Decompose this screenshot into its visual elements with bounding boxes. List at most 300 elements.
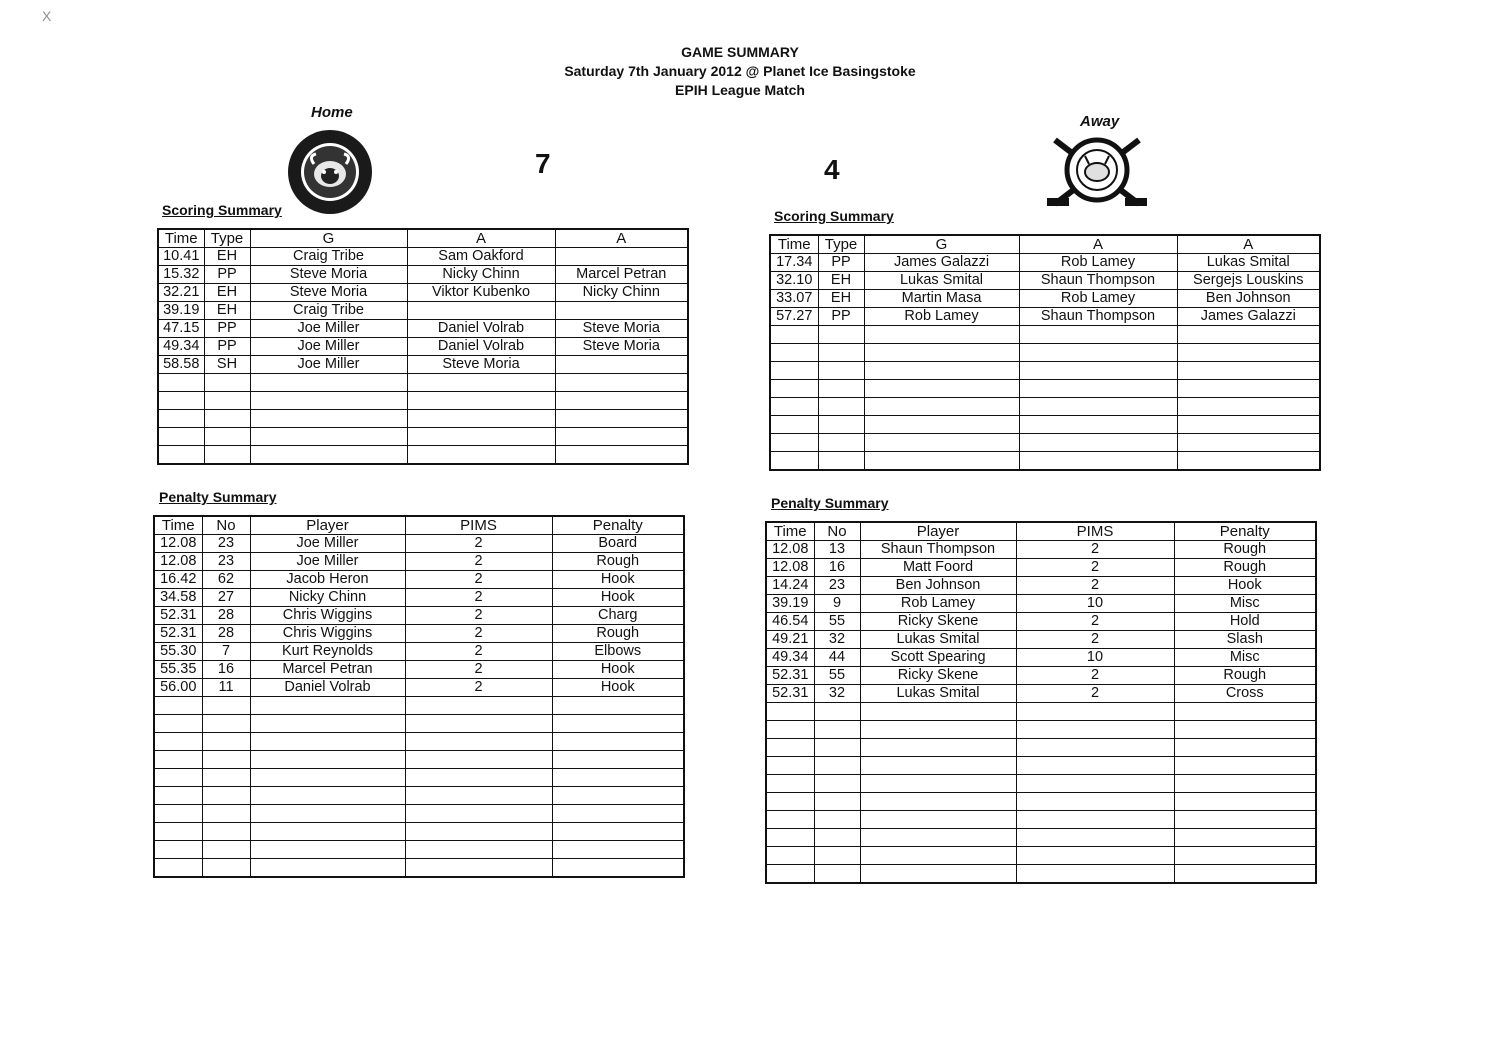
table-cell	[864, 452, 1019, 471]
table-cell	[250, 787, 405, 805]
table-cell	[204, 446, 250, 465]
table-cell: 2	[405, 535, 552, 553]
table-cell	[818, 380, 864, 398]
table-row	[766, 559, 1316, 577]
table-cell: 2	[1016, 559, 1174, 577]
table-row	[158, 356, 688, 374]
table-row	[770, 254, 1320, 272]
table-cell	[1177, 344, 1320, 362]
table-cell: 2	[405, 589, 552, 607]
table-row	[158, 266, 688, 284]
table-row	[154, 535, 684, 553]
empty-row	[154, 841, 684, 859]
table-cell: 2	[1016, 685, 1174, 703]
table-cell	[250, 446, 407, 465]
date-venue: Saturday 7th January 2012 @ Planet Ice Basingstoke	[564, 63, 916, 79]
table-cell	[766, 721, 814, 739]
table-cell: Lukas Smital	[864, 272, 1019, 290]
table-cell	[250, 428, 407, 446]
home-score: 7	[535, 148, 551, 179]
table-cell: Shaun Thompson	[1019, 272, 1177, 290]
empty-row	[154, 823, 684, 841]
table-cell	[1174, 847, 1316, 865]
table-cell: Charg	[552, 607, 684, 625]
table-cell	[202, 697, 250, 715]
table-cell: 32.10	[770, 272, 818, 290]
table-cell	[202, 733, 250, 751]
empty-row	[766, 847, 1316, 865]
away-logo	[1045, 134, 1149, 210]
table-cell	[407, 374, 555, 392]
table-cell	[1016, 847, 1174, 865]
table-cell: 58.58	[158, 356, 204, 374]
home-scoring-title: Scoring Summary	[162, 202, 282, 218]
page-title: GAME SUMMARY	[681, 44, 799, 60]
table-cell	[250, 410, 407, 428]
column-header: Time	[770, 235, 818, 254]
table-cell: 33.07	[770, 290, 818, 308]
table-cell: Rob Lamey	[864, 308, 1019, 326]
table-cell: Steve Moria	[250, 284, 407, 302]
table-cell	[1177, 380, 1320, 398]
table-cell	[555, 356, 688, 374]
table-cell: 16	[202, 661, 250, 679]
table-cell: Joe Miller	[250, 338, 407, 356]
table-cell: Rough	[1174, 559, 1316, 577]
table-cell: Joe Miller	[250, 320, 407, 338]
table-cell: PP	[818, 254, 864, 272]
table-cell	[154, 823, 202, 841]
empty-row	[154, 859, 684, 878]
table-cell	[552, 715, 684, 733]
table-cell	[204, 374, 250, 392]
table-cell: 62	[202, 571, 250, 589]
table-cell	[204, 410, 250, 428]
empty-row	[766, 757, 1316, 775]
game-header	[0, 43, 1480, 100]
table-cell	[860, 847, 1016, 865]
empty-row	[770, 326, 1320, 344]
table-cell	[814, 721, 860, 739]
table-cell	[860, 703, 1016, 721]
table-cell: Steve Moria	[555, 320, 688, 338]
table-cell	[860, 775, 1016, 793]
table-cell: Board	[552, 535, 684, 553]
table-cell: 2	[405, 553, 552, 571]
table-cell	[818, 398, 864, 416]
table-cell	[250, 374, 407, 392]
table-cell: Nicky Chinn	[555, 284, 688, 302]
table-cell: Hook	[552, 589, 684, 607]
table-cell: Rob Lamey	[1019, 290, 1177, 308]
away-scoring-table	[769, 234, 1321, 471]
empty-row	[766, 739, 1316, 757]
table-cell	[860, 829, 1016, 847]
table-cell: Hook	[552, 679, 684, 697]
table-cell: 46.54	[766, 613, 814, 631]
table-cell	[766, 811, 814, 829]
table-cell: 15.32	[158, 266, 204, 284]
empty-row	[770, 380, 1320, 398]
column-header: No	[814, 522, 860, 541]
table-row	[154, 571, 684, 589]
table-cell: 52.31	[766, 685, 814, 703]
table-row	[766, 595, 1316, 613]
table-cell	[1019, 416, 1177, 434]
column-header: Type	[818, 235, 864, 254]
table-cell	[202, 715, 250, 733]
table-cell: Marcel Petran	[250, 661, 405, 679]
empty-row	[158, 428, 688, 446]
empty-row	[154, 787, 684, 805]
table-cell	[154, 805, 202, 823]
table-cell	[1019, 434, 1177, 452]
table-cell: James Galazzi	[1177, 308, 1320, 326]
table-cell	[860, 793, 1016, 811]
empty-row	[154, 733, 684, 751]
table-row	[154, 661, 684, 679]
table-cell: 55	[814, 667, 860, 685]
table-cell: 16.42	[154, 571, 202, 589]
table-cell: Steve Moria	[555, 338, 688, 356]
away-penalty-title: Penalty Summary	[771, 495, 889, 511]
table-cell: 39.19	[158, 302, 204, 320]
table-cell	[1019, 362, 1177, 380]
table-cell	[552, 841, 684, 859]
table-cell	[864, 380, 1019, 398]
away-penalty-table	[765, 521, 1317, 884]
column-header: No	[202, 516, 250, 535]
table-row	[158, 320, 688, 338]
empty-row	[766, 829, 1316, 847]
table-cell	[1174, 703, 1316, 721]
table-cell: Shaun Thompson	[1019, 308, 1177, 326]
table-cell: 10.41	[158, 248, 204, 266]
table-cell	[405, 859, 552, 878]
table-cell: 7	[202, 643, 250, 661]
table-cell	[1174, 865, 1316, 884]
table-cell	[770, 398, 818, 416]
table-cell: 12.08	[154, 535, 202, 553]
table-cell: 49.34	[766, 649, 814, 667]
table-cell	[770, 416, 818, 434]
table-cell: Rough	[552, 553, 684, 571]
table-cell	[1177, 362, 1320, 380]
table-cell	[202, 841, 250, 859]
table-cell	[818, 362, 864, 380]
table-cell: 55.35	[154, 661, 202, 679]
table-cell: PP	[818, 308, 864, 326]
table-cell	[407, 302, 555, 320]
table-cell: 16	[814, 559, 860, 577]
table-cell: Slash	[1174, 631, 1316, 649]
table-row	[766, 631, 1316, 649]
table-cell: Viktor Kubenko	[407, 284, 555, 302]
empty-row	[770, 452, 1320, 471]
table-cell	[864, 416, 1019, 434]
table-cell: Daniel Volrab	[407, 338, 555, 356]
header-row	[158, 229, 688, 248]
column-header: Time	[154, 516, 202, 535]
column-header: Time	[766, 522, 814, 541]
table-cell: 23	[202, 535, 250, 553]
table-cell	[1177, 326, 1320, 344]
table-cell	[552, 823, 684, 841]
table-cell	[1174, 775, 1316, 793]
table-cell: 23	[202, 553, 250, 571]
table-cell	[814, 829, 860, 847]
table-cell	[1177, 398, 1320, 416]
column-header: A	[1177, 235, 1320, 254]
table-cell	[250, 715, 405, 733]
column-header: Type	[204, 229, 250, 248]
competition: EPIH League Match	[675, 82, 805, 98]
table-cell	[552, 787, 684, 805]
table-cell: 34.58	[154, 589, 202, 607]
table-cell: 28	[202, 607, 250, 625]
table-cell	[405, 805, 552, 823]
table-cell	[770, 452, 818, 471]
column-header: Player	[860, 522, 1016, 541]
table-cell	[405, 769, 552, 787]
column-header: PIMS	[405, 516, 552, 535]
table-cell	[1016, 829, 1174, 847]
table-cell	[158, 446, 204, 465]
table-cell: Rough	[552, 625, 684, 643]
table-cell: Daniel Volrab	[250, 679, 405, 697]
table-cell	[407, 410, 555, 428]
table-cell	[552, 697, 684, 715]
table-cell	[202, 769, 250, 787]
table-cell	[1016, 721, 1174, 739]
table-cell	[1019, 344, 1177, 362]
away-score: 4	[824, 154, 840, 185]
table-row	[154, 625, 684, 643]
table-cell: EH	[204, 284, 250, 302]
table-cell	[766, 865, 814, 884]
column-header: A	[407, 229, 555, 248]
table-cell	[405, 715, 552, 733]
table-cell	[766, 829, 814, 847]
table-cell	[405, 787, 552, 805]
table-cell	[154, 769, 202, 787]
table-cell	[154, 859, 202, 878]
table-cell: Joe Miller	[250, 356, 407, 374]
table-row	[766, 667, 1316, 685]
column-header: Time	[158, 229, 204, 248]
table-cell: 2	[405, 643, 552, 661]
table-cell	[814, 793, 860, 811]
table-cell: Misc	[1174, 595, 1316, 613]
table-row	[158, 338, 688, 356]
table-cell	[860, 811, 1016, 829]
table-cell	[405, 697, 552, 715]
table-row	[766, 577, 1316, 595]
home-penalty-title: Penalty Summary	[159, 489, 277, 505]
table-cell	[814, 757, 860, 775]
table-row	[770, 272, 1320, 290]
table-cell: 2	[1016, 631, 1174, 649]
table-row	[154, 589, 684, 607]
table-cell: 52.31	[766, 667, 814, 685]
header-row	[154, 516, 684, 535]
table-cell	[770, 380, 818, 398]
table-cell	[818, 416, 864, 434]
table-row	[766, 649, 1316, 667]
table-cell: Daniel Volrab	[407, 320, 555, 338]
empty-row	[154, 715, 684, 733]
table-cell	[250, 769, 405, 787]
table-cell: 2	[1016, 613, 1174, 631]
table-cell	[814, 775, 860, 793]
table-cell: EH	[204, 248, 250, 266]
table-cell	[1019, 380, 1177, 398]
table-cell: 10	[1016, 649, 1174, 667]
table-cell: Rough	[1174, 541, 1316, 559]
table-cell: 52.31	[154, 625, 202, 643]
table-cell	[766, 757, 814, 775]
table-cell	[814, 847, 860, 865]
column-header: Penalty	[1174, 522, 1316, 541]
table-cell	[864, 362, 1019, 380]
table-cell: EH	[818, 272, 864, 290]
table-row	[154, 553, 684, 571]
table-cell	[1016, 865, 1174, 884]
empty-row	[154, 697, 684, 715]
table-cell: EH	[818, 290, 864, 308]
table-cell: 2	[1016, 541, 1174, 559]
table-cell: 2	[405, 661, 552, 679]
table-cell	[250, 859, 405, 878]
table-cell: James Galazzi	[864, 254, 1019, 272]
table-cell: Ricky Skene	[860, 667, 1016, 685]
table-cell	[555, 302, 688, 320]
table-cell: PP	[204, 320, 250, 338]
header-row	[766, 522, 1316, 541]
empty-row	[770, 434, 1320, 452]
table-cell: 2	[405, 625, 552, 643]
table-cell	[770, 434, 818, 452]
table-cell	[555, 248, 688, 266]
table-cell	[555, 392, 688, 410]
column-header: A	[1019, 235, 1177, 254]
table-cell	[204, 392, 250, 410]
table-cell	[202, 751, 250, 769]
table-row	[158, 248, 688, 266]
table-cell: 32	[814, 631, 860, 649]
table-cell: Nicky Chinn	[407, 266, 555, 284]
table-cell	[818, 344, 864, 362]
header-row	[770, 235, 1320, 254]
table-cell	[552, 805, 684, 823]
table-cell: Matt Foord	[860, 559, 1016, 577]
table-cell: 17.34	[770, 254, 818, 272]
table-cell: Rob Lamey	[1019, 254, 1177, 272]
table-cell	[552, 859, 684, 878]
table-cell: Shaun Thompson	[860, 541, 1016, 559]
table-cell: Craig Tribe	[250, 302, 407, 320]
table-cell	[860, 865, 1016, 884]
home-penalty-table	[153, 515, 685, 878]
table-cell	[555, 410, 688, 428]
table-cell	[766, 703, 814, 721]
table-cell	[1174, 829, 1316, 847]
table-cell	[250, 841, 405, 859]
table-cell	[1016, 775, 1174, 793]
table-cell	[1019, 398, 1177, 416]
table-cell	[552, 733, 684, 751]
table-cell: Kurt Reynolds	[250, 643, 405, 661]
table-cell: SH	[204, 356, 250, 374]
table-cell: 2	[1016, 667, 1174, 685]
table-cell	[770, 362, 818, 380]
table-cell: 2	[405, 607, 552, 625]
bison-logo-icon	[286, 128, 374, 216]
empty-row	[158, 392, 688, 410]
empty-row	[154, 769, 684, 787]
table-cell	[814, 811, 860, 829]
column-header: Player	[250, 516, 405, 535]
empty-row	[770, 416, 1320, 434]
table-cell	[818, 452, 864, 471]
empty-row	[766, 721, 1316, 739]
table-cell: 52.31	[154, 607, 202, 625]
table-cell: 23	[814, 577, 860, 595]
table-cell: Hook	[552, 571, 684, 589]
table-row	[770, 290, 1320, 308]
table-row	[154, 679, 684, 697]
table-cell: 49.34	[158, 338, 204, 356]
table-cell	[202, 823, 250, 841]
empty-row	[154, 805, 684, 823]
table-cell	[1019, 326, 1177, 344]
table-cell	[158, 410, 204, 428]
empty-row	[158, 410, 688, 428]
column-header: G	[864, 235, 1019, 254]
table-cell: 47.15	[158, 320, 204, 338]
table-cell	[818, 326, 864, 344]
away-label: Away	[1080, 113, 1120, 130]
table-cell	[552, 751, 684, 769]
table-cell	[766, 739, 814, 757]
table-cell	[555, 428, 688, 446]
table-cell: Lukas Smital	[860, 631, 1016, 649]
table-cell	[770, 344, 818, 362]
table-cell: Misc	[1174, 649, 1316, 667]
table-cell: 9	[814, 595, 860, 613]
empty-row	[766, 703, 1316, 721]
table-cell: Elbows	[552, 643, 684, 661]
stray-mark: X	[42, 8, 52, 24]
table-cell	[814, 865, 860, 884]
table-cell: 28	[202, 625, 250, 643]
table-cell	[770, 326, 818, 344]
table-cell	[204, 428, 250, 446]
table-cell	[202, 859, 250, 878]
empty-row	[766, 811, 1316, 829]
table-cell	[1016, 811, 1174, 829]
empty-row	[770, 344, 1320, 362]
table-cell: Cross	[1174, 685, 1316, 703]
table-cell	[202, 805, 250, 823]
table-cell: Marcel Petran	[555, 266, 688, 284]
column-header: G	[250, 229, 407, 248]
table-cell	[555, 446, 688, 465]
column-header: A	[555, 229, 688, 248]
table-cell	[250, 697, 405, 715]
table-cell	[250, 733, 405, 751]
table-cell: 14.24	[766, 577, 814, 595]
